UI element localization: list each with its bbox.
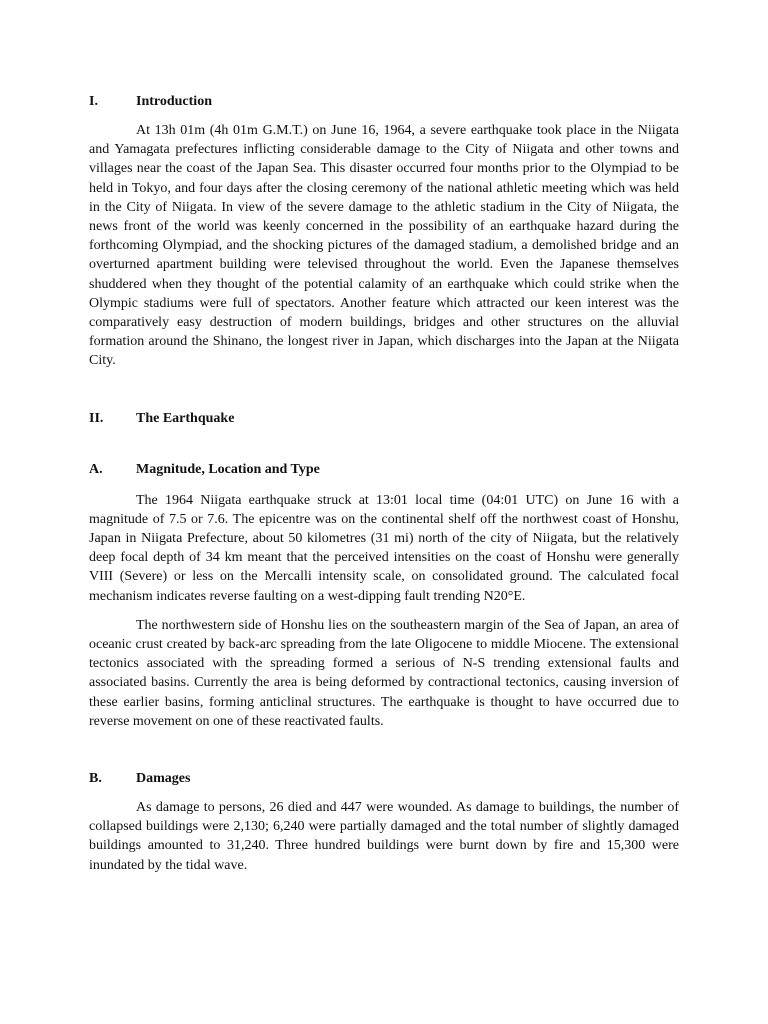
document-page — [89, 92, 679, 875]
subsection-heading-damages — [89, 769, 679, 788]
section-number: I. — [89, 94, 98, 109]
subsection-title: Magnitude, Location and Type — [136, 461, 320, 477]
section-number: II. — [89, 410, 104, 426]
section-heading-the-earthquake — [89, 409, 679, 428]
damages-paragraph: As damage to persons, 26 died and 447 were wounded. As damage to buildings, the number of collapsed buildings were 2,130; 6,240 were partially damaged and the total number of slightly damaged buildings amounted to 31,240. Three hundred buildings were burnt down by fire and 15,300 were inundated by the tidal wave. — [89, 800, 679, 873]
subsection-number: A. — [89, 461, 103, 477]
subsection-title: Damages — [136, 771, 191, 787]
section-title: The Earthquake — [136, 410, 235, 426]
magnitude-paragraph-1: The 1964 Niigata earthquake struck at 13:01 local time (04:01 UTC) on June 16 with a magnitude of 7.5 or 7.6. The epicentre was on the continental shelf off the northwest coast of Honshu, Japan in Niigata Prefecture, about 50 kilometres (31 mi) north of the city of Niigata, but the relatively deep focal depth of 34 km meant that the perceived intensities on the coast of Honshu were generally VIII (Severe) or less on the Mercalli intensity scale, on consolidated ground. The calculated focal mechanism indicates reverse faulting on a west-dipping fault trending N20°E. — [89, 492, 679, 604]
subsection-heading-magnitude — [89, 460, 679, 479]
subsection-number: B. — [89, 771, 102, 787]
magnitude-paragraph-2: The northwestern side of Honshu lies on the southeastern margin of the Sea of Japan, an area of oceanic crust created by back-arc spreading from the late Oligocene to middle Miocene. The extensional tectonics associated with the spreading formed a serious of N-S trending extensional faults and associated basins. Currently the area is being deformed by contractional tectonics, causing inversion of these earlier basins, forming anticlinal structures. The earthquake is thought to have occurred due to reverse movement on one of these reactivated faults. — [89, 617, 679, 729]
section-title: Introduction — [136, 94, 212, 109]
section-heading-introduction — [89, 92, 679, 111]
introduction-paragraph: At 13h 01m (4h 01m G.M.T.) on June 16, 1964, a severe earthquake took place in the Niigata and Yamagata prefectures inflicting considerable damage to the City of Niigata and other towns and villages near the coast of the Japan Sea. This disaster occurred four months prior to the Olympiad to be held in Tokyo, and four days after the closing ceremony of the national athletic meeting which was held in the City of Niigata. In view of the severe damage to the athletic stadium in the City of Niigata, the news front of the world was keenly concerned in the possibility of an earthquake hazard during the forthcoming Olympiad, and the shocking pictures of the damaged stadium, a demolished bridge and an overturned apartment building were televised throughout the world. Even the Japanese themselves shuddered when they thought of the potential calamity of an earthquake which could strike when the Olympic stadiums were full of spectators. Another feature which attracted our keen interest was the comparatively easy destruction of modern buildings, bridges and other structures on the alluvial formation around the Shinano, the longest river in Japan, which discharges into the Japan at the Niigata City. — [89, 123, 679, 369]
